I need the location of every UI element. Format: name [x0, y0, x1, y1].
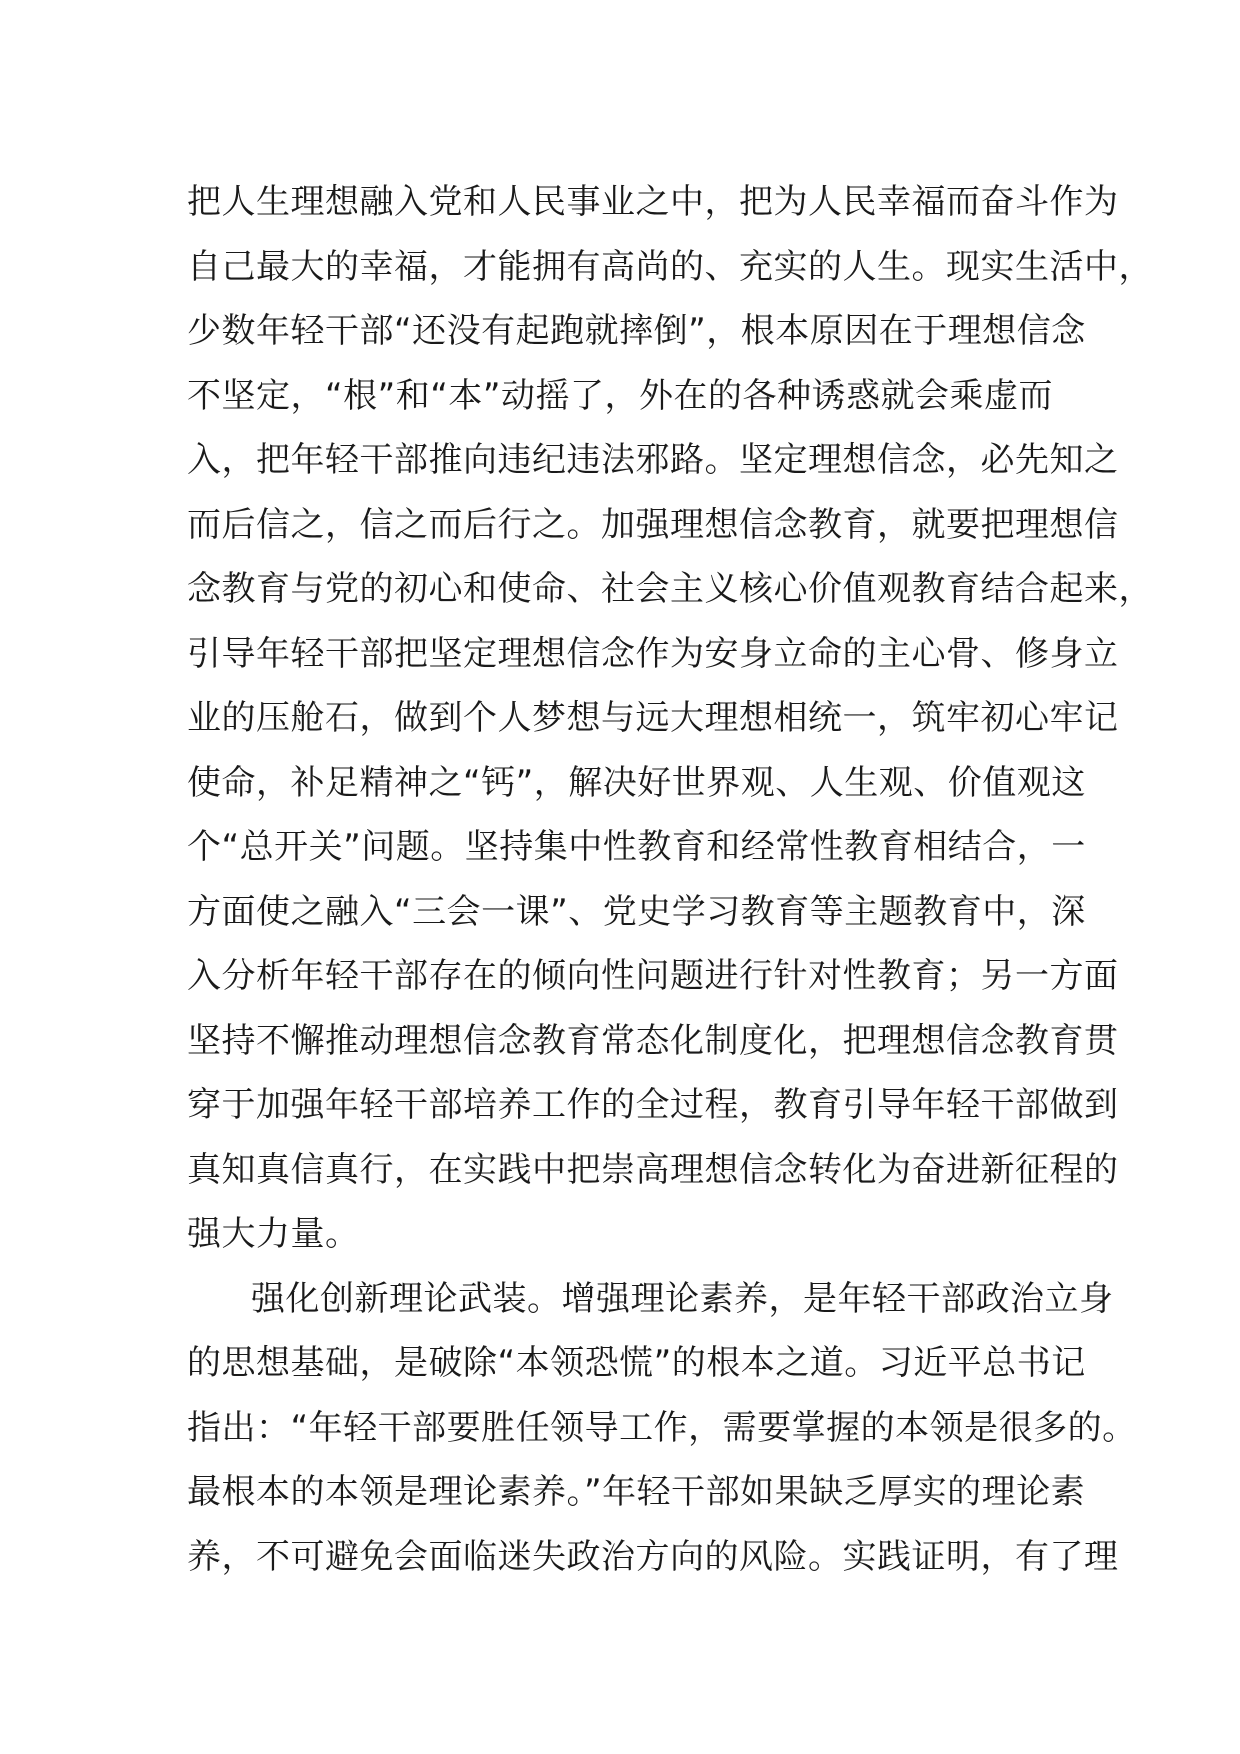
- text-line: 真知真信真行，在实践中把崇高理想信念转化为奋进新征程的: [187, 1149, 1119, 1190]
- text-line: 指出：“年轻干部要胜任领导工作，需要掌握的本领是很多的。: [187, 1407, 1137, 1448]
- text-line: 的思想基础，是破除“本领恐慌”的根本之道。习近平总书记: [187, 1343, 1086, 1383]
- text-line: 方面使之融入“三会一课”、党史学习教育等主题教育中，深: [187, 891, 1086, 932]
- text-line: 而后信之，信之而后行之。加强理想信念教育，就要把理想信: [187, 504, 1119, 545]
- text-line: 不坚定，“根”和“本”动摇了，外在的各种诱惑就会乘虚而: [187, 375, 1053, 416]
- text-line: 养，不可避免会面临迷失政治方向的风险。实践证明，有了理: [187, 1536, 1119, 1577]
- text-line: 坚持不懈推动理想信念教育常态化制度化，把理想信念教育贯: [187, 1020, 1119, 1061]
- text-line: 业的压舱石，做到个人梦想与远大理想相统一，筑牢初心牢记: [187, 698, 1119, 738]
- text-line: 使命，补足精神之“钙”，解决好世界观、人生观、价值观这: [187, 762, 1086, 803]
- text-line: 个“总开关”问题。坚持集中性教育和经常性教育相结合，一: [187, 827, 1086, 867]
- text-line: 最根本的本领是理论素养。”年轻干部如果缺乏厚实的理论素: [187, 1472, 1086, 1512]
- text-line: 念教育与党的初心和使命、社会主义核心价值观教育结合起来，: [187, 569, 1153, 609]
- text-line: 自己最大的幸福，才能拥有高尚的、充实的人生。现实生活中，: [187, 246, 1153, 287]
- text-line: 少数年轻干部“还没有起跑就摔倒”，根本原因在于理想信念: [187, 311, 1086, 351]
- body-text: [187, 170, 1153, 1589]
- text-line: 穿于加强年轻干部培养工作的全过程，教育引导年轻干部做到: [187, 1085, 1119, 1125]
- text-line: 入，把年轻干部推向违纪违法邪路。坚定理想信念，必先知之: [187, 440, 1119, 480]
- paragraph-start-line: 强化创新理论武装。增强理论素养，是年轻干部政治立身: [251, 1278, 1114, 1319]
- text-line: 引导年轻干部把坚定理想信念作为安身立命的主心骨、修身立: [187, 633, 1119, 674]
- text-line: 把人生理想融入党和人民事业之中，把为人民幸福而奋斗作为: [187, 182, 1119, 222]
- text-line: 强大力量。: [187, 1214, 360, 1254]
- text-line: 入分析年轻干部存在的倾向性问题进行针对性教育；另一方面: [187, 956, 1119, 996]
